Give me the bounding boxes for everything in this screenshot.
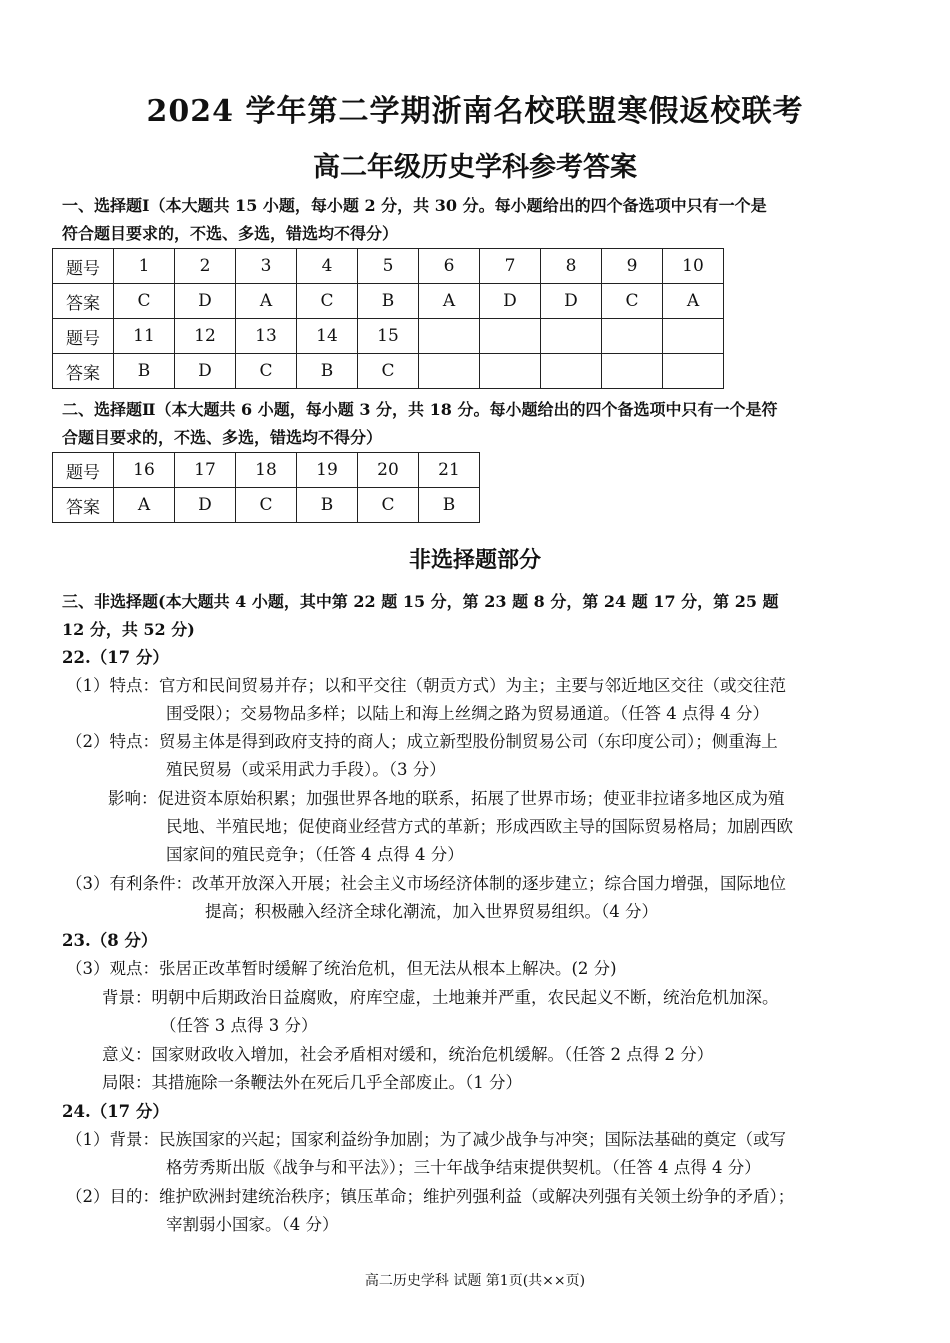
q23-line: （任答 3 点得 3 分） [160, 1016, 318, 1035]
empty-cell [480, 319, 541, 354]
answer-cell: D [541, 284, 602, 319]
question-number: 3 [236, 249, 297, 284]
page-footer: 高二历史学科 试题 第1页(共××页) [364, 1273, 586, 1289]
q22-line: （1）特点：官方和民间贸易并存；以和平交往（朝贡方式）为主；主要与邻近地区交往（或交往范 [66, 676, 786, 695]
table-row [53, 319, 724, 354]
answer-cell: A [114, 488, 175, 523]
question-number: 9 [602, 249, 663, 284]
q24-line: 格劳秀斯出版《战争与和平法》）；三十年战争结束提供契机。（任答 4 点得 4 分） [166, 1158, 761, 1177]
answer-cell: B [419, 488, 480, 523]
empty-cell [419, 319, 480, 354]
question-number: 21 [419, 453, 480, 488]
answer-cell: D [175, 354, 236, 389]
answer-cell: B [114, 354, 175, 389]
section1-answer-table [52, 248, 724, 389]
question-number: 4 [297, 249, 358, 284]
section3-heading [62, 588, 892, 644]
question-number: 19 [297, 453, 358, 488]
table-row [53, 488, 480, 523]
question-number: 11 [114, 319, 175, 354]
question-number: 5 [358, 249, 419, 284]
section1-heading [62, 192, 892, 248]
q22-line: （3）有利条件：改革开放深入开展；社会主义市场经济体制的逐步建立；综合国力增强，国际地位 [66, 874, 786, 893]
answer-cell: A [419, 284, 480, 319]
empty-cell [663, 354, 724, 389]
q22-line: （2）特点：贸易主体是得到政府支持的商人；成立新型股份制贸易公司（东印度公司）；侧重海上 [66, 732, 778, 751]
q24-line: （2）目的：维护欧洲封建统治秩序；镇压革命；维护列强利益（或解决列强有关领土纷争的矛盾）； [66, 1187, 795, 1206]
q23-line: 局限：其措施除一条鞭法外在死后几乎全部废止。（1 分） [102, 1073, 522, 1092]
q23-line: 意义：国家财政收入增加，社会矛盾相对缓和，统治危机缓解。（任答 2 点得 2 分） [102, 1045, 714, 1064]
section3-heading-line1: 三、非选择题(本大题共 4 小题，其中第 22 题 15 分，第 23 题 8 分，第 24 题 17 分，第 25 题 [62, 592, 779, 611]
question-number: 17 [175, 453, 236, 488]
document-title: 2024 学年第二学期浙南名校联盟寒假返校联考 [146, 94, 804, 129]
empty-cell [541, 354, 602, 389]
empty-cell [541, 319, 602, 354]
answer-cell: C [236, 354, 297, 389]
section2-answer-table [52, 452, 480, 523]
question-number: 1 [114, 249, 175, 284]
q22-line: 殖民贸易（或采用武力手段）。（3 分） [166, 760, 446, 779]
row-label-question: 题号 [53, 319, 114, 354]
q23-line: （3）观点：张居正改革暂时缓解了统治危机，但无法从根本上解决。(2 分) [66, 959, 617, 978]
section3-heading-line2: 12 分，共 52 分) [62, 620, 195, 639]
answer-cell: C [114, 284, 175, 319]
answer-cell: C [602, 284, 663, 319]
question-number: 15 [358, 319, 419, 354]
answer-cell: A [236, 284, 297, 319]
empty-cell [663, 319, 724, 354]
question-number: 14 [297, 319, 358, 354]
q22-line: 提高；积极融入经济全球化潮流，加入世界贸易组织。（4 分） [205, 902, 658, 921]
table-row [53, 453, 480, 488]
q23-line: 背景：明朝中后期政治日益腐败，府库空虚，土地兼并严重，农民起义不断，统治危机加深。 [102, 988, 779, 1007]
q23-heading: 23.（8 分） [62, 931, 158, 950]
section2-heading [62, 396, 892, 452]
question-number: 18 [236, 453, 297, 488]
answer-cell: C [358, 354, 419, 389]
table-row [53, 249, 724, 284]
row-label-question: 题号 [53, 453, 114, 488]
question-number: 13 [236, 319, 297, 354]
empty-cell [602, 354, 663, 389]
answer-cell: D [175, 284, 236, 319]
q24-line: （1）背景：民族国家的兴起；国家利益纷争加剧；为了减少战争与冲突；国际法基础的奠定（或写 [66, 1130, 786, 1149]
answer-cell: C [297, 284, 358, 319]
answer-cell: C [358, 488, 419, 523]
question-number: 10 [663, 249, 724, 284]
section2-heading-line1: 二、选择题Ⅱ（本大题共 6 小题，每小题 3 分，共 18 分。每小题给出的四个备选项中只有一个是符 [62, 400, 778, 419]
q22-line: 影响：促进资本原始积累；加强世界各地的联系，拓展了世界市场；使亚非拉诸多地区成为殖 [108, 789, 785, 808]
empty-cell [602, 319, 663, 354]
row-label-answer: 答案 [53, 488, 114, 523]
table-row [53, 284, 724, 319]
question-number: 7 [480, 249, 541, 284]
section2-heading-line2: 合题目要求的，不选、多选，错选均不得分） [62, 428, 383, 447]
table-row [53, 354, 724, 389]
answer-cell: D [480, 284, 541, 319]
q22-heading: 22.（17 分） [62, 648, 169, 667]
row-label-question: 题号 [53, 249, 114, 284]
answer-cell: B [297, 488, 358, 523]
answer-cell: B [297, 354, 358, 389]
q24-heading: 24.（17 分） [62, 1102, 169, 1121]
q22-line: 国家间的殖民竞争；（任答 4 点得 4 分） [166, 845, 464, 864]
non-choice-part-title: 非选择题部分 [408, 547, 541, 573]
answer-cell: C [236, 488, 297, 523]
question-number: 12 [175, 319, 236, 354]
row-label-answer: 答案 [53, 354, 114, 389]
question-number: 8 [541, 249, 602, 284]
q22-line: 民地、半殖民地；促使商业经营方式的革新；形成西欧主导的国际贸易格局；加剧西欧 [166, 817, 793, 836]
empty-cell [480, 354, 541, 389]
row-label-answer: 答案 [53, 284, 114, 319]
section1-heading-line1: 一、选择题Ⅰ（本大题共 15 小题，每小题 2 分，共 30 分。每小题给出的四个备选项中只有一个是 [62, 196, 767, 215]
q24-line: 宰割弱小国家。（4 分） [166, 1215, 339, 1234]
answer-cell: D [175, 488, 236, 523]
q22-line: 围受限）；交易物品多样；以陆上和海上丝绸之路为贸易通道。（任答 4 点得 4 分） [166, 704, 769, 723]
question-number: 6 [419, 249, 480, 284]
question-number: 20 [358, 453, 419, 488]
question-number: 2 [175, 249, 236, 284]
answer-cell: A [663, 284, 724, 319]
answer-cell: B [358, 284, 419, 319]
section1-heading-line2: 符合题目要求的，不选、多选，错选均不得分） [62, 224, 399, 243]
empty-cell [419, 354, 480, 389]
document-subtitle: 高二年级历史学科参考答案 [313, 152, 637, 183]
question-number: 16 [114, 453, 175, 488]
